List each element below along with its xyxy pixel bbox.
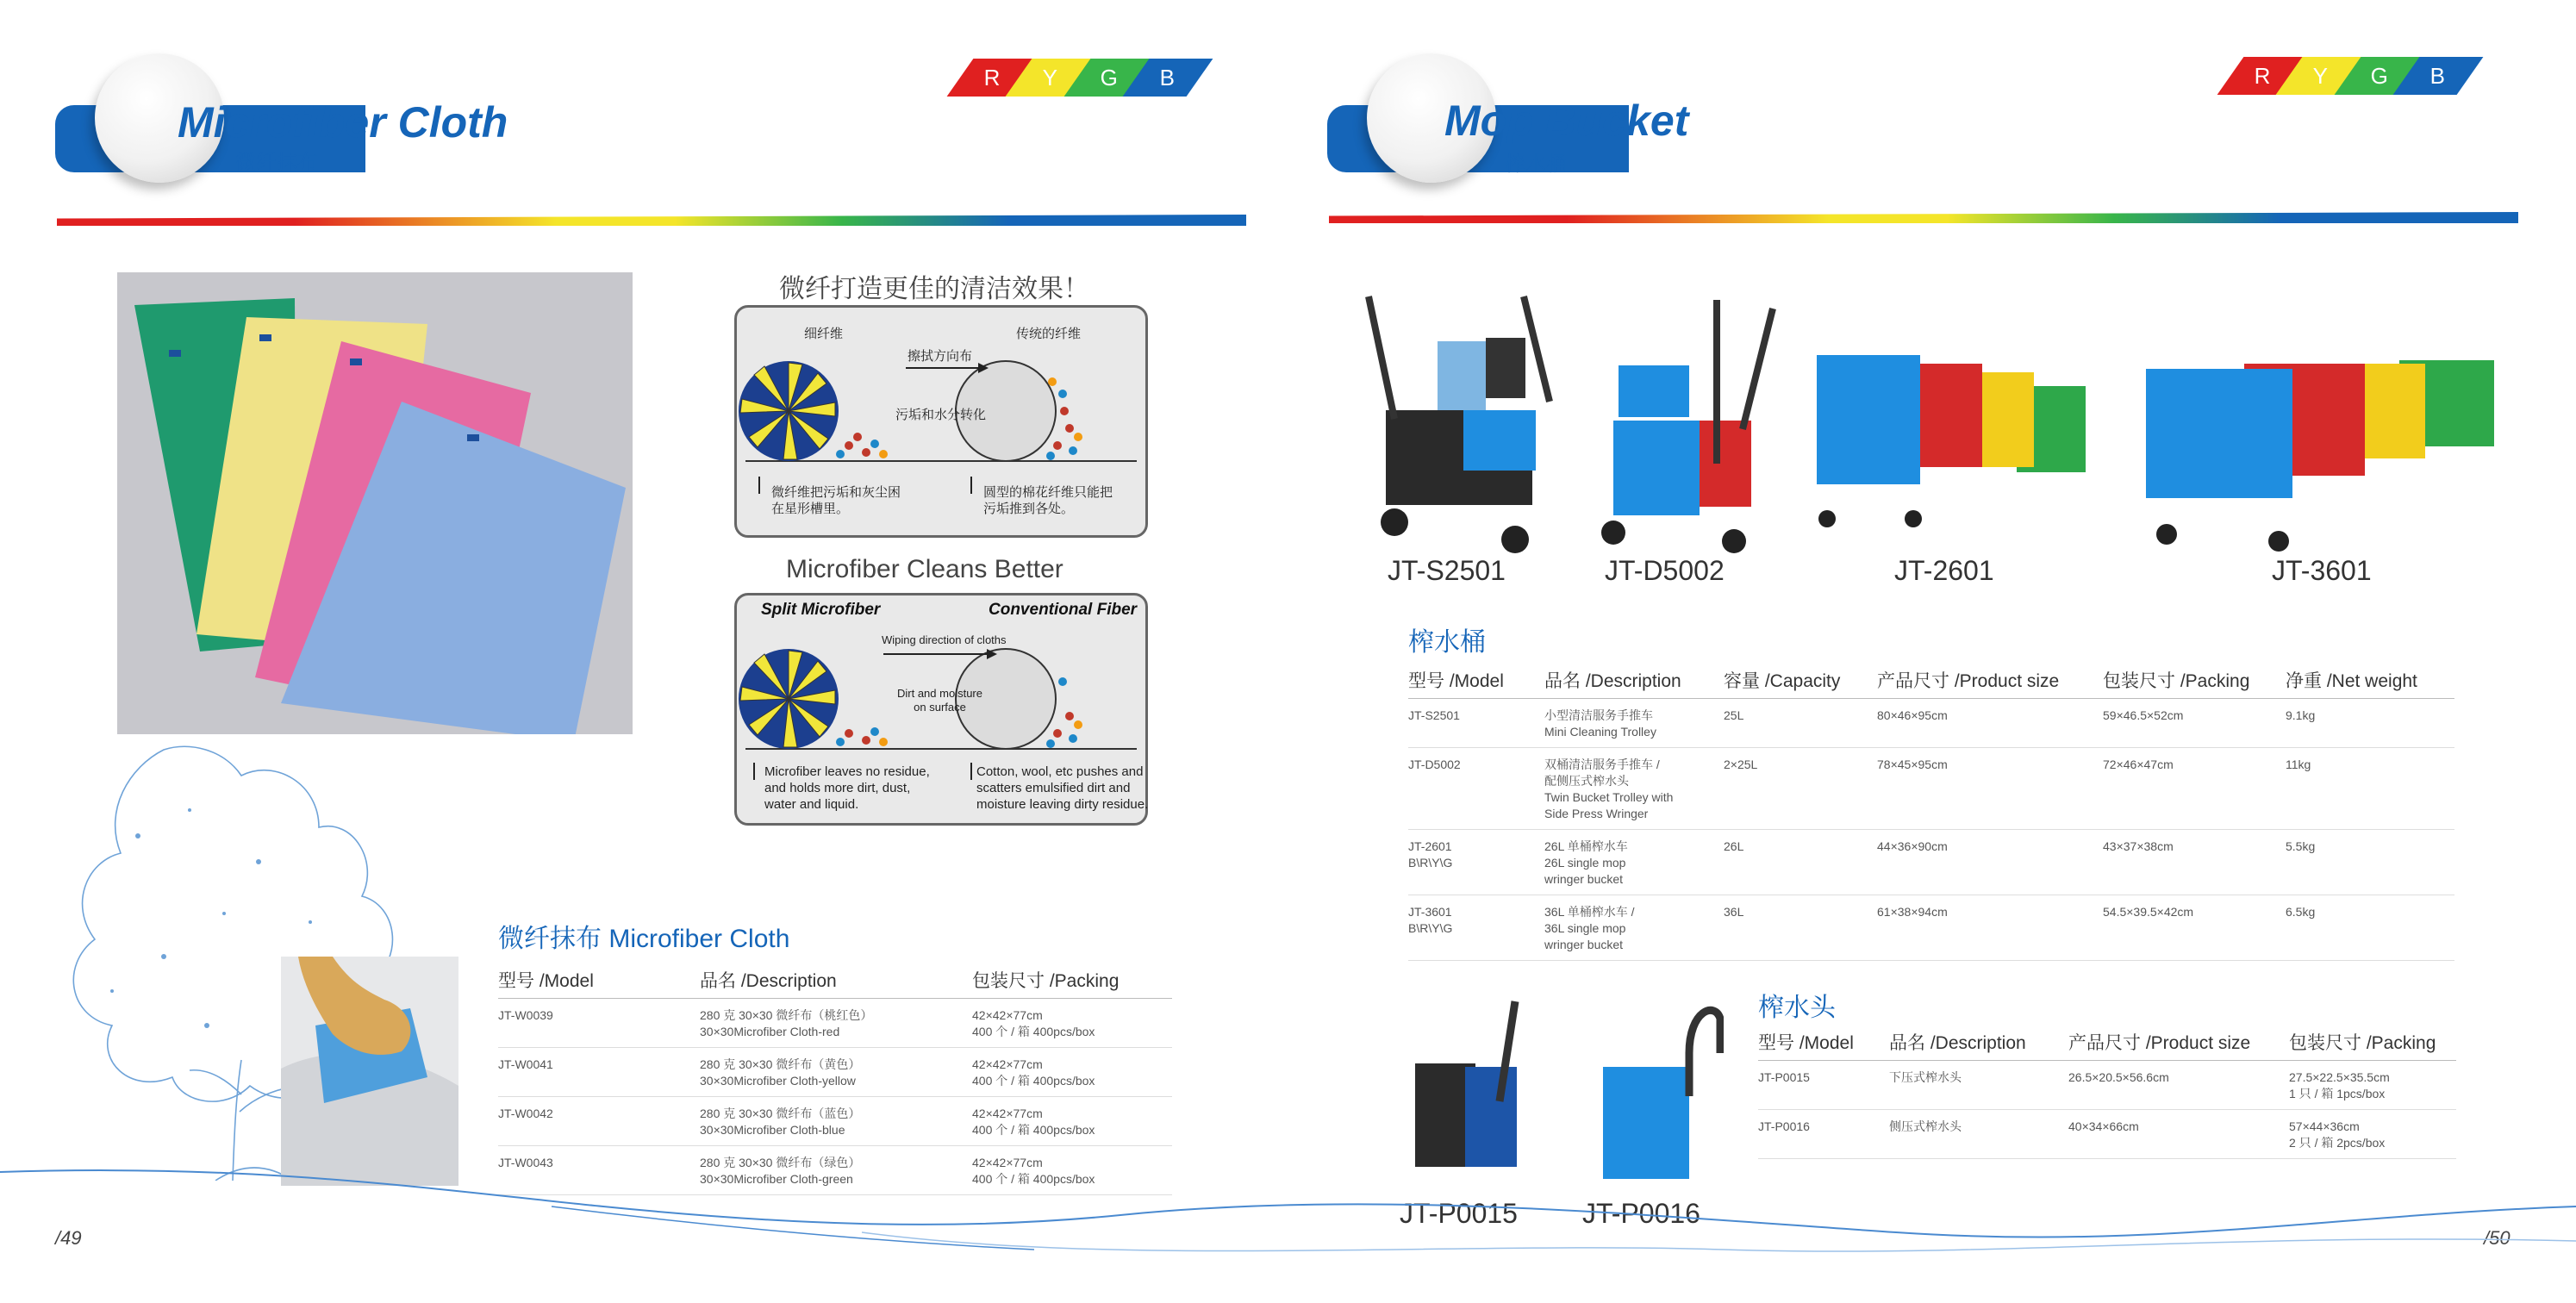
color-tab-blue: B <box>1123 59 1213 97</box>
table-row <box>1758 1110 2456 1159</box>
bucket-table-title: 榨水桶 <box>1408 628 1486 657</box>
size-cell: 61×38×94cm <box>1877 895 2103 961</box>
column-header: 品名 /Description <box>1544 662 1724 699</box>
weight-cell: 5.5kg <box>2286 830 2454 895</box>
color-tab-blue: B <box>2393 57 2484 95</box>
description-cell: 280 克 30×30 微纤布（绿色） 30×30Microfiber Cloth-green <box>700 1146 972 1195</box>
hand-wiping-photo <box>281 957 458 1186</box>
model-cell: JT-P0016 <box>1758 1110 1889 1159</box>
packing-cell: 27.5×22.5×35.5cm 1 只 / 箱 1pcs/box <box>2289 1061 2456 1110</box>
table-row <box>498 1097 1172 1146</box>
table-header-row <box>1408 662 2454 699</box>
column-header: 型号 /Model <box>1408 662 1544 699</box>
size-cell: 26.5×20.5×56.6cm <box>2068 1061 2289 1110</box>
trolley-s2501-photo <box>1351 290 1567 557</box>
diagram-en-note-left: Microfiber leaves no residue, and holds more dirt, dust, water and liquid. <box>764 764 930 812</box>
size-cell: 40×34×66cm <box>2068 1110 2289 1159</box>
packing-cell: 42×42×77cm 400 个 / 箱 400pcs/box <box>972 1146 1172 1195</box>
table-row <box>1408 748 2454 830</box>
trolley-d5002-photo <box>1579 291 1786 558</box>
diagram-cn <box>734 305 1148 538</box>
column-header: 净重 /Net weight <box>2286 662 2454 699</box>
color-tab-red: R <box>947 59 1038 97</box>
packing-cell: 42×42×77cm 400 个 / 箱 400pcs/box <box>972 1097 1172 1146</box>
wave-decoration <box>0 1155 2576 1303</box>
packing-cell: 72×46×47cm <box>2103 748 2286 830</box>
description-cell: 双桶清洁服务手推车 / 配侧压式榨水头 Twin Bucket Trolley with Side Press Wringer <box>1544 748 1724 830</box>
packing-cell: 57×44×36cm 2 只 / 箱 2pcs/box <box>2289 1110 2456 1159</box>
model-cell: JT-D5002 <box>1408 748 1544 830</box>
color-tabs <box>2236 57 2470 95</box>
description-cell: 26L 单桶榨水车 26L single mop wringer bucket <box>1544 830 1724 895</box>
capacity-cell: 25L <box>1724 699 1877 748</box>
diagram-en-middle-label: Dirt and moisture on surface <box>897 687 982 714</box>
product-label-d5002: JT-D5002 <box>1605 555 1725 586</box>
size-cell: 78×45×95cm <box>1877 748 2103 830</box>
bucket-2601-photo <box>1810 303 2103 545</box>
color-tab-green: G <box>2335 57 2425 95</box>
diagram-en-arrow-label: Wiping direction of cloths <box>882 633 1007 646</box>
bucket-table <box>1408 662 2454 961</box>
packing-cell: 43×37×38cm <box>2103 830 2286 895</box>
header-rule <box>57 215 1246 226</box>
description-cell: 36L 单桶榨水车 / 36L single mop wringer bucket <box>1544 895 1724 961</box>
size-cell: 44×36×90cm <box>1877 830 2103 895</box>
weight-cell: 9.1kg <box>2286 699 2454 748</box>
model-cell: JT-P0015 <box>1758 1061 1889 1110</box>
diagram-en-note-right: Cotton, wool, etc pushes and scatters emulsified dirt and moisture leaving dirty residue. <box>976 764 1149 812</box>
page-number-right: /50 <box>2484 1227 2511 1249</box>
size-cell: 80×46×95cm <box>1877 699 2103 748</box>
diagram-cn-note-left: 微纤维把污垢和灰尘困 在星形槽里。 <box>771 485 901 516</box>
packing-cell: 59×46.5×52cm <box>2103 699 2286 748</box>
description-cell: 侧压式榨水头 <box>1889 1110 2068 1159</box>
weight-cell: 6.5kg <box>2286 895 2454 961</box>
weight-cell: 11kg <box>2286 748 2454 830</box>
diagram-cn-title: 微纤打造更佳的清洁效果！ <box>779 275 1089 303</box>
microfiber-cloth-photo <box>117 272 633 734</box>
table-header-row <box>498 962 1172 999</box>
table-header-row <box>1758 1024 2456 1061</box>
column-header: 容量 /Capacity <box>1724 662 1877 699</box>
diagram-en <box>734 593 1148 826</box>
model-cell: JT-W0042 <box>498 1097 700 1146</box>
model-cell: JT-3601 B\R\Y\G <box>1408 895 1544 961</box>
header-rule <box>1329 212 2518 223</box>
column-header: 品名 /Description <box>1889 1024 2068 1061</box>
color-tab-red: R <box>2217 57 2308 95</box>
wringer-table <box>1758 1024 2456 1159</box>
column-header: 包装尺寸 /Packing <box>2289 1024 2456 1061</box>
color-tab-green: G <box>1064 59 1155 97</box>
color-tabs <box>965 59 1200 97</box>
product-label-3601: JT-3601 <box>2272 555 2372 586</box>
description-cell: 280 克 30×30 微纤布（蓝色） 30×30Microfiber Cloth-blue <box>700 1097 972 1146</box>
packing-cell: 42×42×77cm 400 个 / 箱 400pcs/box <box>972 1048 1172 1097</box>
column-header: 产品尺寸 /Product size <box>2068 1024 2289 1061</box>
description-cell: 280 克 30×30 微纤布（黄色） 30×30Microfiber Cloth-yellow <box>700 1048 972 1097</box>
wringer-label-p0015: JT-P0015 <box>1400 1198 1518 1229</box>
page-number-left: /49 <box>55 1227 82 1249</box>
table-row <box>1408 895 2454 961</box>
page-subtitle: 微纤抹布 <box>235 150 318 174</box>
column-header: 产品尺寸 /Product size <box>1877 662 2103 699</box>
diagram-en-title: Microfiber Cleans Better <box>786 555 1063 583</box>
wringer-label-p0016: JT-P0016 <box>1582 1198 1700 1229</box>
capacity-cell: 2×25L <box>1724 748 1877 830</box>
diagram-cn-arrow-label: 擦拭方向布 <box>908 349 973 364</box>
table-row <box>1408 830 2454 895</box>
wringer-table-title: 榨水头 <box>1758 994 1836 1022</box>
color-tab-yellow: Y <box>2276 57 2367 95</box>
table-row <box>498 999 1172 1048</box>
page-subtitle: 榨水桶 <box>1505 152 1567 176</box>
column-header: 型号 /Model <box>1758 1024 1889 1061</box>
model-cell: JT-2601 B\R\Y\G <box>1408 830 1544 895</box>
product-label-s2501: JT-S2501 <box>1388 555 1506 586</box>
microfiber-table-title: 微纤抹布 Microfiber Cloth <box>498 925 790 953</box>
model-cell: JT-W0039 <box>498 999 700 1048</box>
color-tab-yellow: Y <box>1006 59 1096 97</box>
table-row <box>1408 699 2454 748</box>
model-cell: JT-S2501 <box>1408 699 1544 748</box>
diagram-en-head-right: Conventional Fiber <box>989 601 1138 619</box>
description-cell: 小型清洁服务手推车 Mini Cleaning Trolley <box>1544 699 1724 748</box>
table-row <box>498 1048 1172 1097</box>
diagram-cn-note-right: 圆型的棉花纤维只能把 污垢推到各处。 <box>983 485 1113 516</box>
table-row <box>1758 1061 2456 1110</box>
diagram-cn-middle-label: 污垢和水分转化 <box>895 408 987 422</box>
column-header: 包装尺寸 /Packing <box>972 962 1172 999</box>
description-cell: 下压式榨水头 <box>1889 1061 2068 1110</box>
column-header: 包装尺寸 /Packing <box>2103 662 2286 699</box>
packing-cell: 42×42×77cm 400 个 / 箱 400pcs/box <box>972 999 1172 1048</box>
page-title: Mop Bucket <box>1444 97 1689 145</box>
model-cell: JT-W0041 <box>498 1048 700 1097</box>
product-label-2601: JT-2601 <box>1894 555 1994 586</box>
diagram-cn-head-right: 传统的纤维 <box>1016 327 1082 341</box>
column-header: 品名 /Description <box>700 962 972 999</box>
model-cell: JT-W0043 <box>498 1146 700 1195</box>
page-title: Microfiber Cloth <box>178 98 508 147</box>
column-header: 型号 /Model <box>498 962 700 999</box>
capacity-cell: 26L <box>1724 830 1877 895</box>
capacity-cell: 36L <box>1724 895 1877 961</box>
bucket-3601-photo <box>2141 303 2503 553</box>
description-cell: 280 克 30×30 微纤布（桃红色） 30×30Microfiber Cloth-red <box>700 999 972 1048</box>
diagram-cn-head-left: 细纤维 <box>804 327 844 341</box>
packing-cell: 54.5×39.5×42cm <box>2103 895 2286 961</box>
diagram-en-head-left: Split Microfiber <box>761 601 881 619</box>
